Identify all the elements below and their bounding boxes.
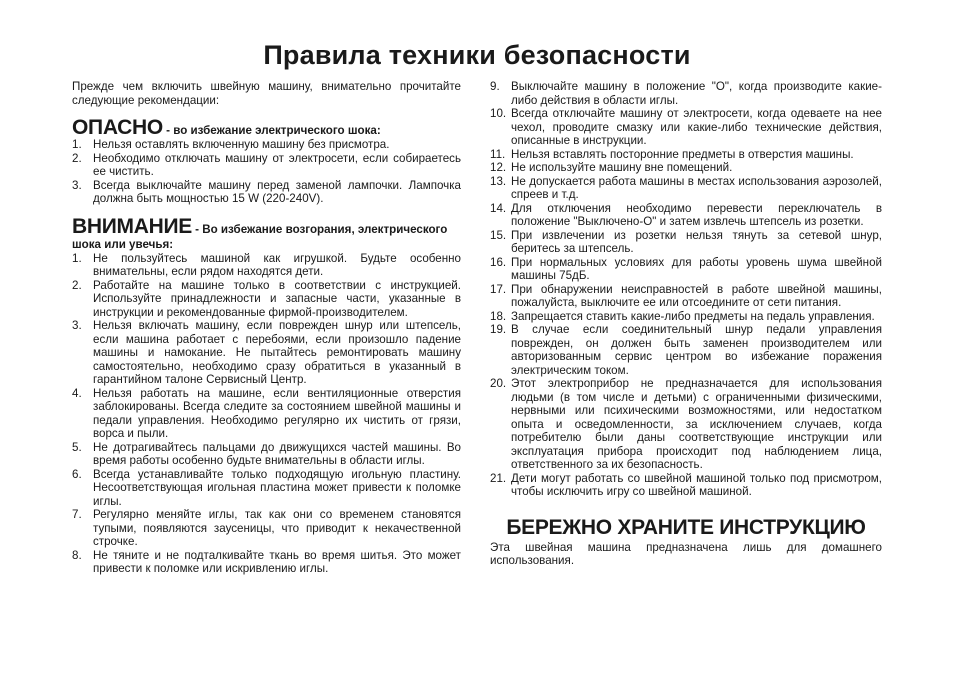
item-number: 12. — [490, 161, 507, 174]
warning-heading — [72, 214, 461, 252]
list-item — [72, 252, 461, 279]
item-text: При обнаружении неисправностей в работе швейной машины, пожалуйста, выключите ее или отсоедините от сети питания. — [511, 282, 882, 309]
list-item — [72, 179, 461, 206]
item-number: 6. — [72, 467, 82, 481]
item-text: Нельзя вставлять посторонние предметы в отверстия машины. — [511, 147, 854, 161]
item-number: 2. — [72, 278, 82, 292]
list-item — [72, 319, 461, 387]
item-text: Запрещается ставить какие-либо предметы на педаль управления. — [511, 309, 875, 323]
keep-instructions-heading: БЕРЕЖНО ХРАНИТЕ ИНСТРУКЦИЮ — [506, 515, 866, 539]
intro-text: Прежде чем включить швейную машину, внимательно прочитайте следующие рекомендации: — [72, 80, 461, 107]
list-item — [72, 468, 461, 509]
item-text: Дети могут работать со швейной машиной только под присмотром, чтобы исключить игру со швейной машиной. — [511, 471, 882, 498]
list-item — [72, 508, 461, 549]
item-number: 17. — [490, 282, 507, 296]
item-text: Работайте на машине только в соответствии с инструкцией. Используйте принадлежности и запасные части, указанные в инструкции и рекомендованные фирмой-производителем. — [93, 278, 461, 319]
keep-instructions-text: Эта швейная машина предназначена лишь для домашнего использования. — [490, 540, 882, 567]
item-text: Не дотрагивайтесь пальцами до движущихся частей машины. Во время работы особенно будьте внимательны в области иглы. — [93, 440, 461, 467]
item-number: 15. — [490, 228, 507, 242]
item-text: Нельзя оставлять включенную машину без присмотра. — [93, 138, 390, 151]
list-item — [490, 148, 882, 162]
list-item — [490, 310, 882, 324]
item-number: 14. — [490, 201, 507, 215]
item-text: Всегда выключайте машину перед заменой лампочки. Лампочка должна быть мощностью 15 W (220-240V). — [93, 178, 461, 205]
item-text: Не тяните и не подталкивайте ткань во время шитья. Это может привести к поломке или искривлению иглы. — [93, 548, 461, 575]
danger-subtitle: - во избежание электрического шока: — [162, 124, 381, 137]
item-number: 18. — [490, 309, 507, 323]
list-item — [490, 229, 882, 256]
item-text: В случае если соединительный шнур педали управления поврежден, он должен быть заменен производителем или авторизованным сервис центром во избежание поражения электрическим током. — [511, 323, 882, 377]
item-number: 9. — [490, 80, 500, 93]
item-text: При нормальных условиях для работы уровень шума швейной машины 75дБ. — [511, 255, 882, 282]
item-number: 11. — [490, 147, 506, 161]
item-number: 4. — [72, 386, 82, 400]
item-text: Нельзя работать на машине, если вентиляционные отверстия заблокированы. Всегда следите за состоянием швейной машины и педали управления. Необходимо регулярно их чистить от грязи, ворса и пыли. — [93, 386, 461, 440]
item-text: При извлечении из розетки нельзя тянуть за сетевой шнур, беритесь за штепсель. — [511, 228, 882, 255]
item-number: 1. — [72, 138, 82, 151]
list-item — [490, 323, 882, 377]
item-number: 16. — [490, 255, 507, 269]
list-item — [72, 549, 461, 576]
item-text: Регулярно меняйте иглы, так как они со временем становятся тупыми, появляются заусеницы, что приводит к некачественной строчке. — [93, 508, 461, 548]
more-rules-list — [490, 80, 882, 499]
right-column — [490, 80, 882, 568]
item-number: 3. — [72, 178, 82, 192]
list-item — [490, 80, 882, 107]
list-item — [72, 138, 461, 152]
item-text: Этот электроприбор не предназначается для использования людьми (в том числе и детьми) с ограниченными физическими, нервными или психическими возможностями, или недостатком опыта и осведомленности, за исключением случаев, когда потребителю были даны соответствующие инструкции или эксплуатация прибора происходит под наблюдением лица, ответственного за их безопасность. — [511, 377, 882, 471]
list-item — [490, 472, 882, 499]
item-text: Не допускается работа машины в местах использования аэрозолей, спреев и т.д. — [511, 174, 882, 201]
list-item — [490, 377, 882, 472]
item-text: Нельзя включать машину, если поврежден шнур или штепсель, если машина работает с перебоями, если произошло падение машины и намокание. Не пытайтесь ремонтировать машину самостоятельно, необходимо сразу обратиться в указанный в гарантийном талоне Сервисный Центр. — [93, 319, 461, 386]
warning-subtitle: - Во избежание возгорания, электрического шока или увечья: — [72, 222, 448, 251]
item-text: Для отключения необходимо перевести переключатель в положение "Выключено-О" и затем извлечь штепсель из розетки. — [511, 201, 882, 228]
item-number: 19. — [490, 323, 507, 336]
danger-title: ОПАСНО — [72, 116, 163, 139]
item-number: 20. — [490, 377, 507, 390]
item-text: Не используйте машину вне помещений. — [511, 161, 733, 174]
warning-list — [72, 252, 461, 576]
danger-heading — [72, 116, 461, 139]
item-text: Необходимо отключать машину от электросети, если собираетесь ее чистить. — [93, 151, 461, 178]
list-item — [490, 202, 882, 229]
list-item — [490, 283, 882, 310]
item-number: 1. — [72, 251, 82, 265]
item-number: 21. — [490, 471, 507, 485]
item-number: 8. — [72, 548, 82, 562]
item-text: Не пользуйтесь машиной как игрушкой. Будьте особенно внимательны, если рядом находятся дети. — [93, 251, 461, 278]
list-item — [490, 175, 882, 202]
page-title: Правила техники безопасности — [263, 40, 691, 70]
item-number: 13. — [490, 174, 507, 188]
list-item — [490, 107, 882, 148]
left-column — [72, 80, 461, 576]
danger-list — [72, 138, 461, 206]
item-number: 3. — [72, 319, 82, 332]
list-item — [72, 152, 461, 179]
list-item — [490, 256, 882, 283]
list-item — [490, 161, 882, 175]
item-number: 2. — [72, 151, 82, 165]
item-number: 10. — [490, 107, 507, 120]
list-item — [72, 387, 461, 441]
list-item — [72, 441, 461, 468]
list-item — [72, 279, 461, 320]
item-number: 7. — [72, 508, 82, 521]
item-text: Всегда устанавливайте только подходящую игольную пластину. Несоответствующая игольная пластина может привести к поломке иглы. — [93, 467, 461, 508]
item-text: Выключайте машину в положение "О", когда производите какие-либо действия в области иглы. — [511, 80, 882, 107]
warning-title: ВНИМАНИЕ — [72, 214, 192, 238]
item-number: 5. — [72, 440, 82, 454]
item-text: Всегда отключайте машину от электросети, когда одеваете на нее чехол, проводите смазку или какие-либо технические действия, описанные в инструкции. — [511, 107, 882, 147]
